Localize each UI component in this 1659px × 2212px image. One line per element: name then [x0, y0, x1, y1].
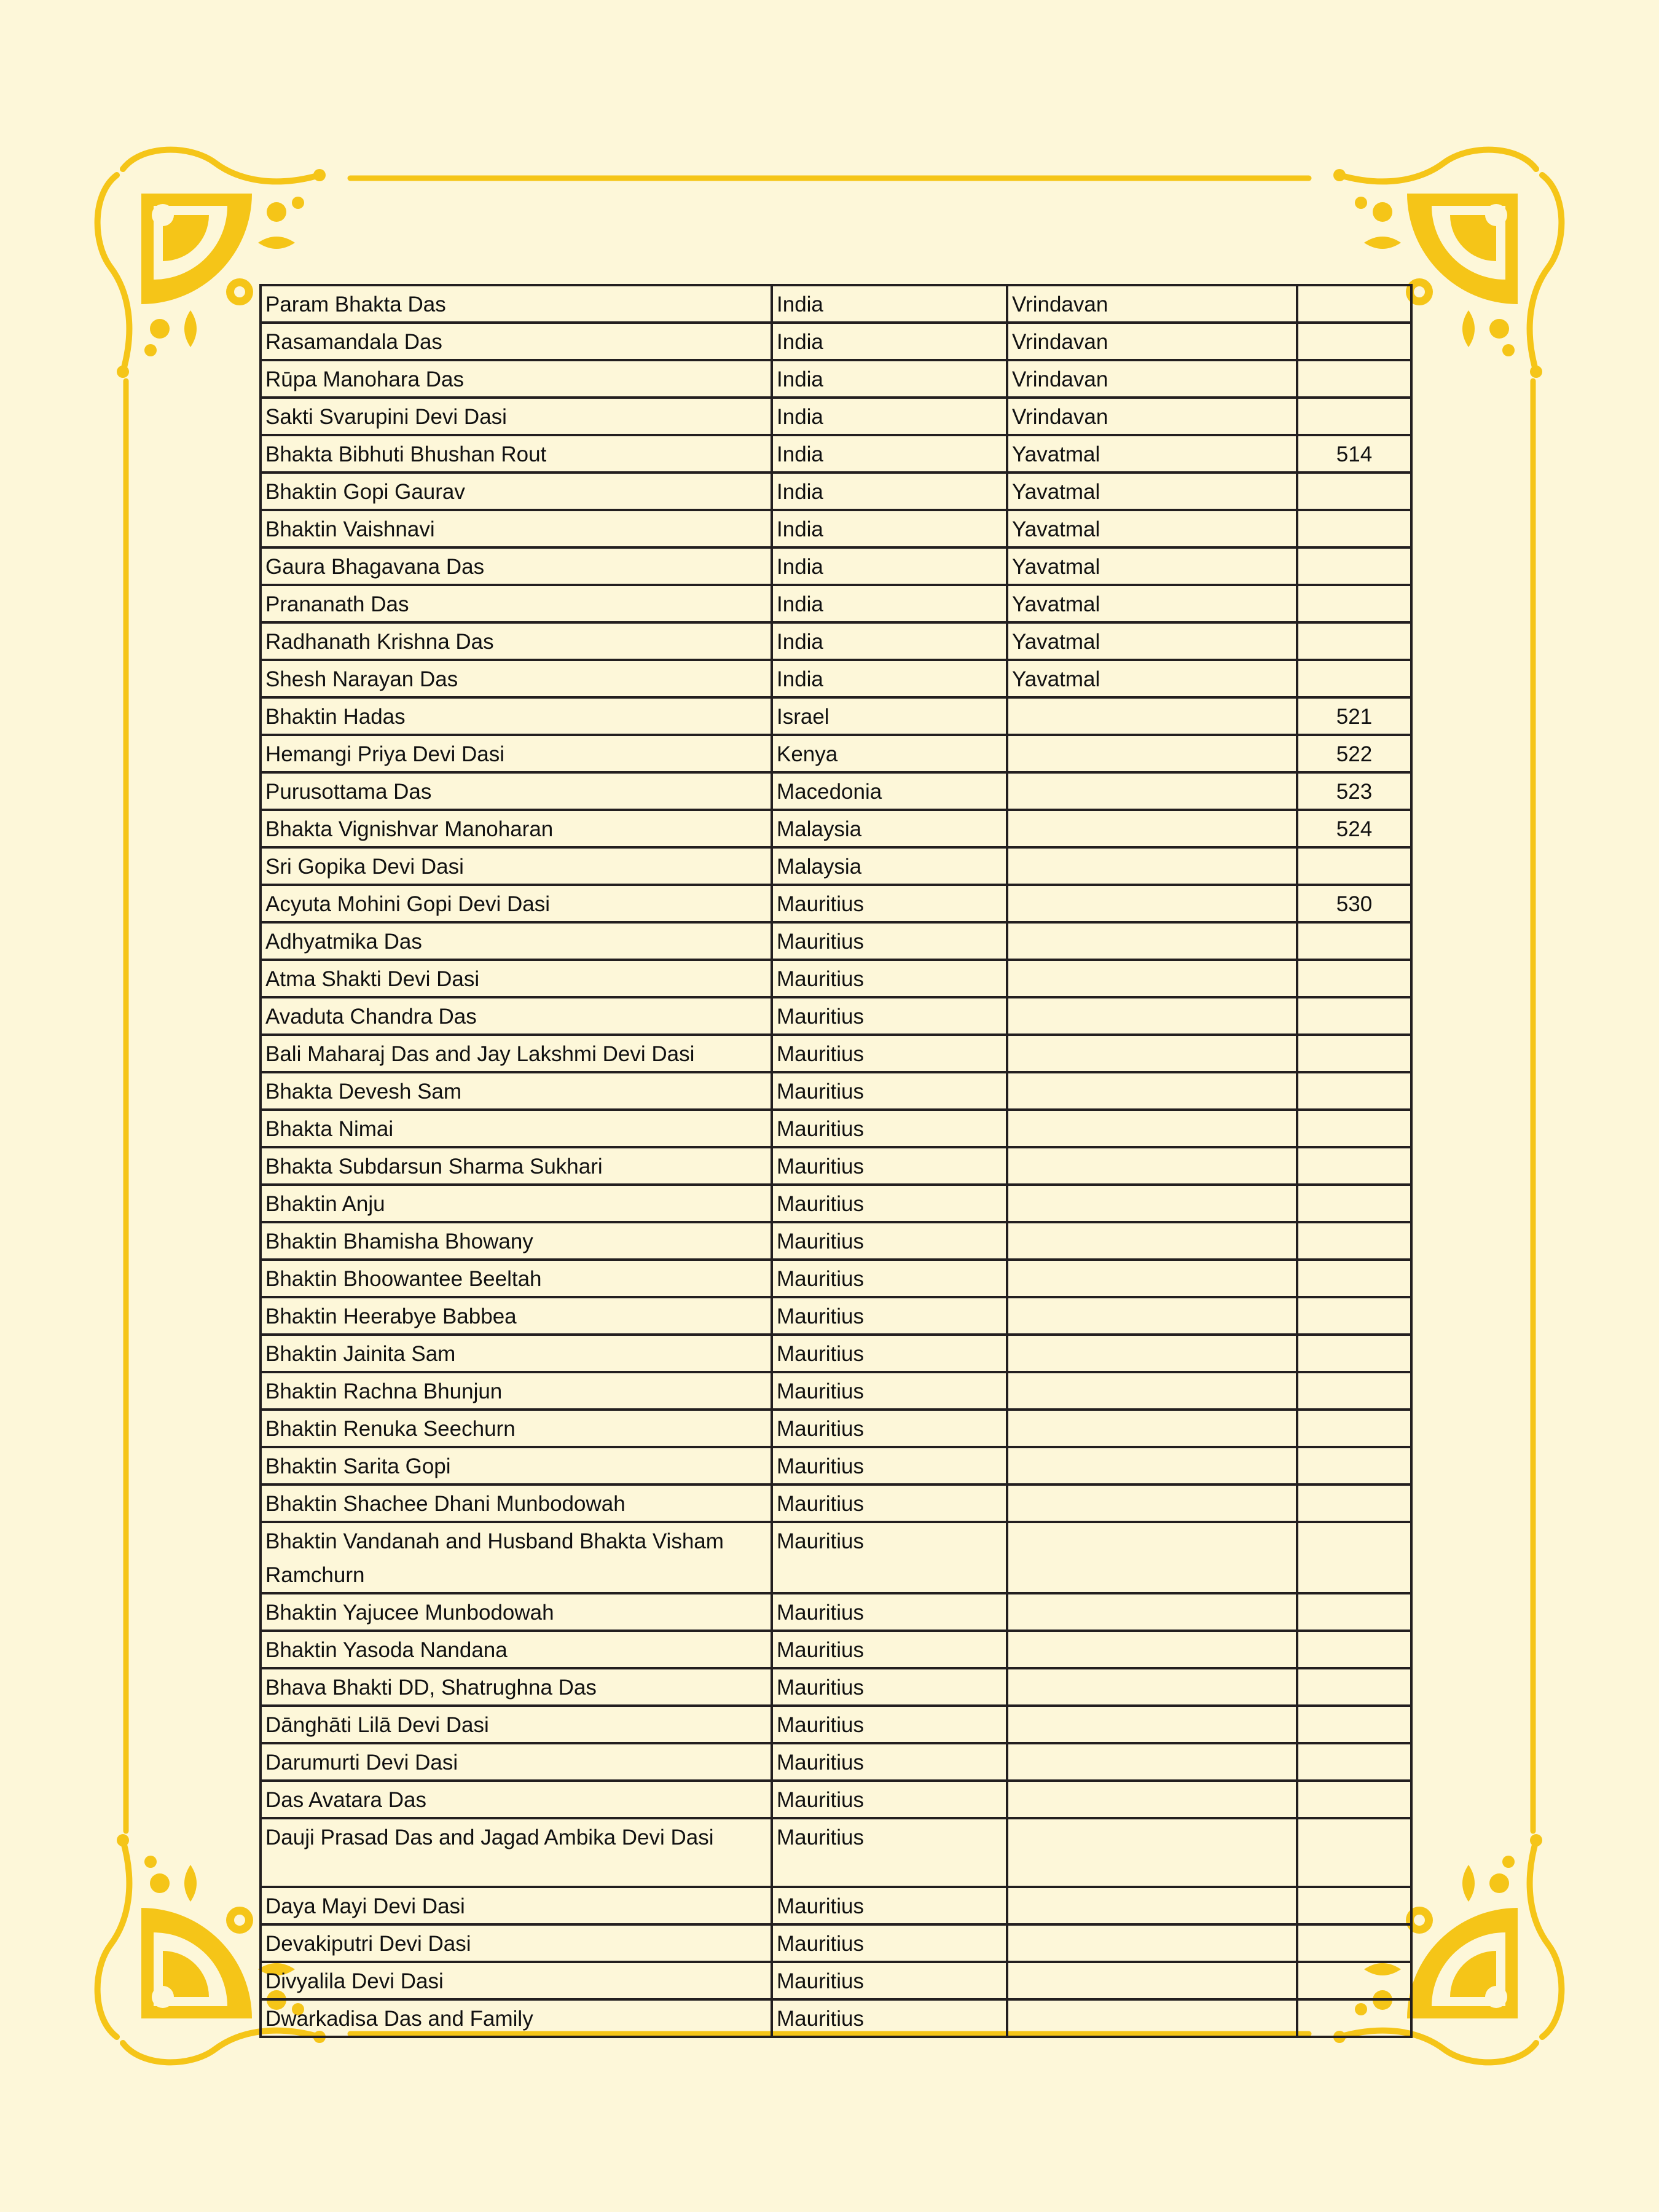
city-cell — [1007, 1999, 1297, 2037]
name-cell: Hemangi Priya Devi Dasi — [261, 735, 772, 772]
name-cell: Bhaktin Gopi Gaurav — [261, 473, 772, 510]
city-cell — [1007, 772, 1297, 810]
city-cell — [1007, 1818, 1297, 1887]
name-cell: Daya Mayi Devi Dasi — [261, 1887, 772, 1924]
country-cell: Mauritius — [772, 1335, 1007, 1372]
name-cell: Bhaktin Vaishnavi — [261, 510, 772, 547]
city-cell — [1007, 1335, 1297, 1372]
table-row — [261, 547, 1411, 585]
country-cell: India — [772, 285, 1007, 323]
number-cell — [1297, 960, 1411, 997]
city-cell — [1007, 1147, 1297, 1185]
name-cell: Bhakta Devesh Sam — [261, 1072, 772, 1110]
number-cell — [1297, 1887, 1411, 1924]
number-cell — [1297, 1372, 1411, 1410]
table-row — [261, 622, 1411, 660]
name-cell: Das Avatara Das — [261, 1781, 772, 1818]
country-cell: Mauritius — [772, 1631, 1007, 1668]
country-cell: India — [772, 510, 1007, 547]
name-cell: Dānghāti Lilā Devi Dasi — [261, 1706, 772, 1743]
number-cell — [1297, 1631, 1411, 1668]
number-cell — [1297, 1706, 1411, 1743]
country-cell: Mauritius — [772, 1147, 1007, 1185]
city-cell — [1007, 1522, 1297, 1593]
table-row — [261, 1072, 1411, 1110]
number-cell — [1297, 1999, 1411, 2037]
city-cell — [1007, 1222, 1297, 1260]
name-cell: Prananath Das — [261, 585, 772, 622]
table-row — [261, 1372, 1411, 1410]
table-row — [261, 323, 1411, 360]
country-cell: India — [772, 398, 1007, 435]
country-cell: Mauritius — [772, 1185, 1007, 1222]
number-cell — [1297, 922, 1411, 960]
table-row — [261, 1668, 1411, 1706]
city-cell: Yavatmal — [1007, 660, 1297, 697]
table-row — [261, 585, 1411, 622]
city-cell: Vrindavan — [1007, 285, 1297, 323]
city-cell — [1007, 1110, 1297, 1147]
table-row — [261, 1706, 1411, 1743]
number-cell — [1297, 1035, 1411, 1072]
number-cell — [1297, 1522, 1411, 1593]
table-row — [261, 1999, 1411, 2037]
table-row — [261, 1260, 1411, 1297]
country-cell: Mauritius — [772, 1781, 1007, 1818]
name-cell: Bhaktin Bhoowantee Beeltah — [261, 1260, 772, 1297]
name-cell: Dwarkadisa Das and Family — [261, 1999, 772, 2037]
table-row — [261, 1522, 1411, 1593]
city-cell: Vrindavan — [1007, 398, 1297, 435]
records-table-body — [261, 285, 1411, 2037]
country-cell: Macedonia — [772, 772, 1007, 810]
number-cell — [1297, 1962, 1411, 1999]
country-cell: Mauritius — [772, 1706, 1007, 1743]
country-cell: Mauritius — [772, 1999, 1007, 2037]
name-cell: Bhaktin Renuka Seechurn — [261, 1410, 772, 1447]
city-cell — [1007, 1706, 1297, 1743]
country-cell: India — [772, 622, 1007, 660]
name-cell: Bhakta Bibhuti Bhushan Rout — [261, 435, 772, 473]
country-cell: Mauritius — [772, 1372, 1007, 1410]
table-row — [261, 435, 1411, 473]
city-cell — [1007, 1781, 1297, 1818]
number-cell — [1297, 997, 1411, 1035]
name-cell: Bali Maharaj Das and Jay Lakshmi Devi Dasi — [261, 1035, 772, 1072]
name-cell: Gaura Bhagavana Das — [261, 547, 772, 585]
number-cell — [1297, 1781, 1411, 1818]
city-cell — [1007, 810, 1297, 847]
country-cell: India — [772, 585, 1007, 622]
city-cell — [1007, 997, 1297, 1035]
city-cell — [1007, 1484, 1297, 1522]
number-cell: 514 — [1297, 435, 1411, 473]
name-cell: Bhaktin Heerabye Babbea — [261, 1297, 772, 1335]
table-row — [261, 1818, 1411, 1887]
country-cell: India — [772, 473, 1007, 510]
name-cell: Bhaktin Yasoda Nandana — [261, 1631, 772, 1668]
table-row — [261, 1962, 1411, 1999]
city-cell — [1007, 1743, 1297, 1781]
number-cell — [1297, 323, 1411, 360]
name-cell: Bhaktin Shachee Dhani Munbodowah — [261, 1484, 772, 1522]
city-cell — [1007, 1072, 1297, 1110]
country-cell: Mauritius — [772, 1410, 1007, 1447]
country-cell: India — [772, 435, 1007, 473]
table-row — [261, 1147, 1411, 1185]
country-cell: Mauritius — [772, 1668, 1007, 1706]
city-cell: Yavatmal — [1007, 547, 1297, 585]
country-cell: India — [772, 323, 1007, 360]
name-cell: Devakiputri Devi Dasi — [261, 1924, 772, 1962]
number-cell: 524 — [1297, 810, 1411, 847]
name-cell: Purusottama Das — [261, 772, 772, 810]
city-cell — [1007, 1668, 1297, 1706]
table-row — [261, 922, 1411, 960]
country-cell: Malaysia — [772, 810, 1007, 847]
table-row — [261, 997, 1411, 1035]
table-row — [261, 1887, 1411, 1924]
name-cell: Sri Gopika Devi Dasi — [261, 847, 772, 885]
city-cell — [1007, 1593, 1297, 1631]
name-cell: Atma Shakti Devi Dasi — [261, 960, 772, 997]
number-cell — [1297, 1668, 1411, 1706]
number-cell — [1297, 285, 1411, 323]
city-cell — [1007, 1447, 1297, 1484]
name-cell: Avaduta Chandra Das — [261, 997, 772, 1035]
name-cell: Rasamandala Das — [261, 323, 772, 360]
city-cell — [1007, 1372, 1297, 1410]
country-cell: Mauritius — [772, 1484, 1007, 1522]
name-cell: Bhakta Vignishvar Manoharan — [261, 810, 772, 847]
country-cell: Malaysia — [772, 847, 1007, 885]
name-cell: Radhanath Krishna Das — [261, 622, 772, 660]
number-cell — [1297, 1072, 1411, 1110]
table-row — [261, 510, 1411, 547]
name-cell: Bhaktin Yajucee Munbodowah — [261, 1593, 772, 1631]
country-cell: Mauritius — [772, 1222, 1007, 1260]
number-cell — [1297, 660, 1411, 697]
table-row — [261, 1447, 1411, 1484]
number-cell — [1297, 473, 1411, 510]
number-cell — [1297, 1818, 1411, 1887]
city-cell — [1007, 697, 1297, 735]
name-cell: Bhakta Nimai — [261, 1110, 772, 1147]
country-cell: Mauritius — [772, 1447, 1007, 1484]
city-cell — [1007, 1962, 1297, 1999]
number-cell: 523 — [1297, 772, 1411, 810]
city-cell: Yavatmal — [1007, 622, 1297, 660]
table-row — [261, 1743, 1411, 1781]
country-cell: Mauritius — [772, 1297, 1007, 1335]
country-cell: Mauritius — [772, 1962, 1007, 1999]
name-cell: Bhaktin Hadas — [261, 697, 772, 735]
country-cell: India — [772, 547, 1007, 585]
name-cell: Adhyatmika Das — [261, 922, 772, 960]
table-row — [261, 360, 1411, 398]
country-cell: Mauritius — [772, 960, 1007, 997]
number-cell — [1297, 1335, 1411, 1372]
number-cell — [1297, 1110, 1411, 1147]
table-row — [261, 1185, 1411, 1222]
number-cell — [1297, 1222, 1411, 1260]
number-cell: 530 — [1297, 885, 1411, 922]
country-cell: India — [772, 660, 1007, 697]
country-cell: Mauritius — [772, 1072, 1007, 1110]
country-cell: Mauritius — [772, 1260, 1007, 1297]
table-row — [261, 473, 1411, 510]
city-cell — [1007, 847, 1297, 885]
city-cell: Yavatmal — [1007, 473, 1297, 510]
number-cell — [1297, 1743, 1411, 1781]
number-cell — [1297, 1484, 1411, 1522]
table-row — [261, 660, 1411, 697]
number-cell — [1297, 1447, 1411, 1484]
name-cell: Rūpa Manohara Das — [261, 360, 772, 398]
number-cell — [1297, 1260, 1411, 1297]
country-cell: Mauritius — [772, 1924, 1007, 1962]
city-cell — [1007, 1260, 1297, 1297]
table-row — [261, 847, 1411, 885]
number-cell — [1297, 398, 1411, 435]
city-cell — [1007, 1410, 1297, 1447]
table-row — [261, 735, 1411, 772]
country-cell: Mauritius — [772, 1522, 1007, 1593]
name-cell: Param Bhakta Das — [261, 285, 772, 323]
city-cell — [1007, 885, 1297, 922]
records-table — [259, 284, 1413, 2038]
city-cell — [1007, 1887, 1297, 1924]
table-row — [261, 1335, 1411, 1372]
table-row — [261, 1222, 1411, 1260]
country-cell: Mauritius — [772, 922, 1007, 960]
city-cell — [1007, 960, 1297, 997]
table-row — [261, 772, 1411, 810]
table-row — [261, 1924, 1411, 1962]
table-row — [261, 1110, 1411, 1147]
country-cell: Kenya — [772, 735, 1007, 772]
table-row — [261, 1781, 1411, 1818]
number-cell — [1297, 622, 1411, 660]
name-cell: Bhaktin Vandanah and Husband Bhakta Visham Ramchurn — [261, 1522, 772, 1593]
name-cell: Bhaktin Bhamisha Bhowany — [261, 1222, 772, 1260]
city-cell: Yavatmal — [1007, 585, 1297, 622]
number-cell — [1297, 360, 1411, 398]
name-cell: Dauji Prasad Das and Jagad Ambika Devi Dasi — [261, 1818, 772, 1887]
country-cell: Mauritius — [772, 885, 1007, 922]
country-cell: India — [772, 360, 1007, 398]
number-cell: 522 — [1297, 735, 1411, 772]
city-cell — [1007, 1924, 1297, 1962]
name-cell: Divyalila Devi Dasi — [261, 1962, 772, 1999]
country-cell: Mauritius — [772, 1887, 1007, 1924]
number-cell — [1297, 1410, 1411, 1447]
number-cell: 521 — [1297, 697, 1411, 735]
city-cell — [1007, 1035, 1297, 1072]
city-cell — [1007, 922, 1297, 960]
country-cell: Mauritius — [772, 997, 1007, 1035]
records-table-container — [259, 284, 1400, 2038]
name-cell: Sakti Svarupini Devi Dasi — [261, 398, 772, 435]
table-row — [261, 1631, 1411, 1668]
name-cell: Bhaktin Rachna Bhunjun — [261, 1372, 772, 1410]
country-cell: Mauritius — [772, 1593, 1007, 1631]
table-row — [261, 885, 1411, 922]
name-cell: Bhaktin Anju — [261, 1185, 772, 1222]
number-cell — [1297, 547, 1411, 585]
country-cell: Mauritius — [772, 1818, 1007, 1887]
number-cell — [1297, 847, 1411, 885]
country-cell: Mauritius — [772, 1743, 1007, 1781]
name-cell: Bhava Bhakti DD, Shatrughna Das — [261, 1668, 772, 1706]
table-row — [261, 398, 1411, 435]
number-cell — [1297, 1593, 1411, 1631]
number-cell — [1297, 510, 1411, 547]
name-cell: Shesh Narayan Das — [261, 660, 772, 697]
city-cell: Vrindavan — [1007, 323, 1297, 360]
table-row — [261, 960, 1411, 997]
name-cell: Bhaktin Jainita Sam — [261, 1335, 772, 1372]
table-row — [261, 1484, 1411, 1522]
table-row — [261, 1297, 1411, 1335]
number-cell — [1297, 1924, 1411, 1962]
name-cell: Acyuta Mohini Gopi Devi Dasi — [261, 885, 772, 922]
table-row — [261, 285, 1411, 323]
country-cell: Mauritius — [772, 1110, 1007, 1147]
number-cell — [1297, 1297, 1411, 1335]
city-cell: Vrindavan — [1007, 360, 1297, 398]
name-cell: Bhakta Subdarsun Sharma Sukhari — [261, 1147, 772, 1185]
table-row — [261, 1593, 1411, 1631]
city-cell: Yavatmal — [1007, 510, 1297, 547]
table-row — [261, 697, 1411, 735]
number-cell — [1297, 1185, 1411, 1222]
name-cell: Bhaktin Sarita Gopi — [261, 1447, 772, 1484]
table-row — [261, 810, 1411, 847]
city-cell — [1007, 1297, 1297, 1335]
country-cell: Israel — [772, 697, 1007, 735]
table-row — [261, 1410, 1411, 1447]
city-cell — [1007, 1631, 1297, 1668]
table-row — [261, 1035, 1411, 1072]
number-cell — [1297, 1147, 1411, 1185]
number-cell — [1297, 585, 1411, 622]
country-cell: Mauritius — [772, 1035, 1007, 1072]
city-cell: Yavatmal — [1007, 435, 1297, 473]
name-cell: Darumurti Devi Dasi — [261, 1743, 772, 1781]
city-cell — [1007, 735, 1297, 772]
city-cell — [1007, 1185, 1297, 1222]
